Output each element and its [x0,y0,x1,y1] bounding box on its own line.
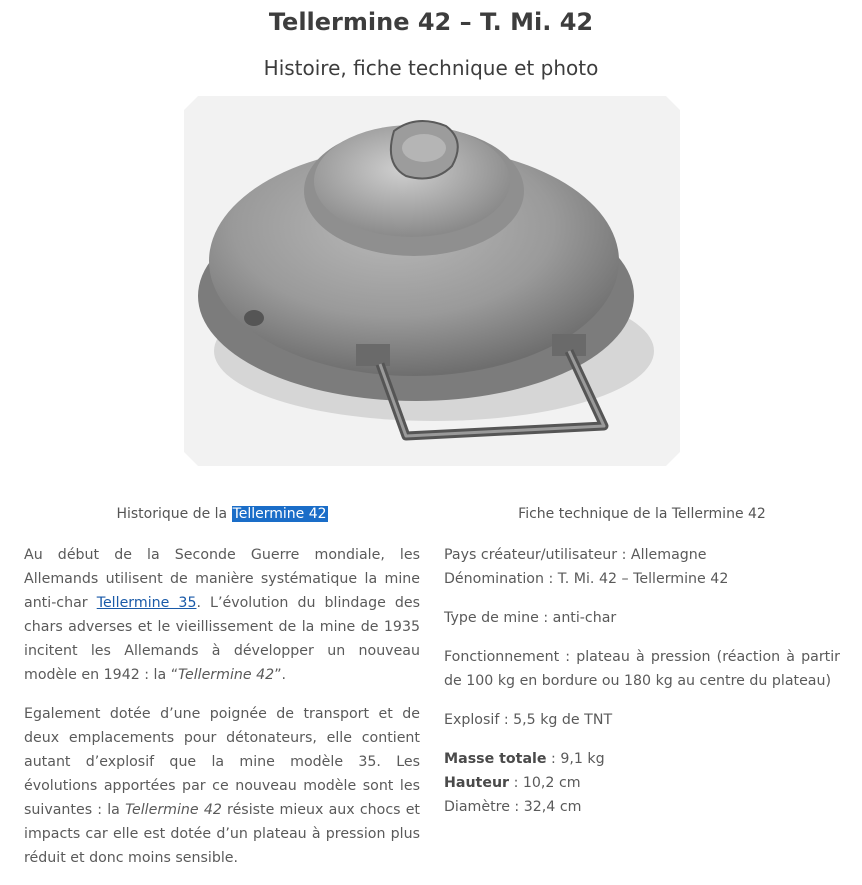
p1-italic: Tellermine 42 [178,667,275,683]
mine-photo [184,96,680,466]
p2-text-b: résiste mieux aux chocs et impacts car elle est dotée d’un plateau à pression plus réduit et donc moins sensible. [24,802,420,866]
spec-height-value: : 10,2 cm [509,775,581,791]
p1-text-b: . L’évolution du blindage des chars adverses et le vieillissement de la mine de 1935 incitent les Allemands à développer un nouveau modèle en 1942 : la “ [24,595,420,683]
spec-country: Pays créateur/utilisateur : Allemagne [444,547,707,563]
history-heading [24,506,420,522]
spec-column [444,543,840,834]
p1-text-a: Au début de la Seconde Guerre mondiale, les Allemands utilisent de manière systématique la mine anti-char [24,547,420,611]
spec-denomination: Dénomination : T. Mi. 42 – Tellermine 42 [444,571,729,587]
spec-heading: Fiche technique de la Tellermine 42 [518,506,766,522]
spec-diameter: Diamètre : 32,4 cm [444,799,582,815]
history-heading-highlight: Tellermine 42 [232,506,327,522]
spec-mass-label: Masse totale [444,751,547,767]
spec-type: Type de mine : anti-char [444,610,617,626]
history-paragraph-2 [24,702,420,870]
spec-function: Fonctionnement : plateau à pression (réaction à partir de 100 kg en bordure ou 180 kg au centre du plateau) [444,649,840,689]
history-paragraph-1 [24,543,420,687]
spec-height-label: Hauteur [444,775,510,791]
p2-text-a: Egalement dotée d’une poignée de transport et de deux emplacements pour détonateurs, elle contient autant d’explosif que la mine modèle 35. Les évolutions apportées par ce nouveau modèle sont les suivantes : la [24,706,420,818]
p2-italic: Tellermine 42 [125,802,222,818]
p1-text-c: ”. [274,667,287,683]
spec-block-1 [444,543,840,591]
history-column [24,543,420,885]
spec-explosive: Explosif : 5,5 kg de TNT [444,712,613,728]
history-heading-prefix: Historique de la [116,506,232,522]
page-title: Tellermine 42 – T. Mi. 42 [268,8,594,36]
page-subtitle: Histoire, fiche technique et photo [263,56,599,80]
tellermine-35-link[interactable]: Tellermine 35 [96,595,197,611]
spec-mass-value: : 9,1 kg [546,751,605,767]
spec-block-dimensions [444,747,840,819]
